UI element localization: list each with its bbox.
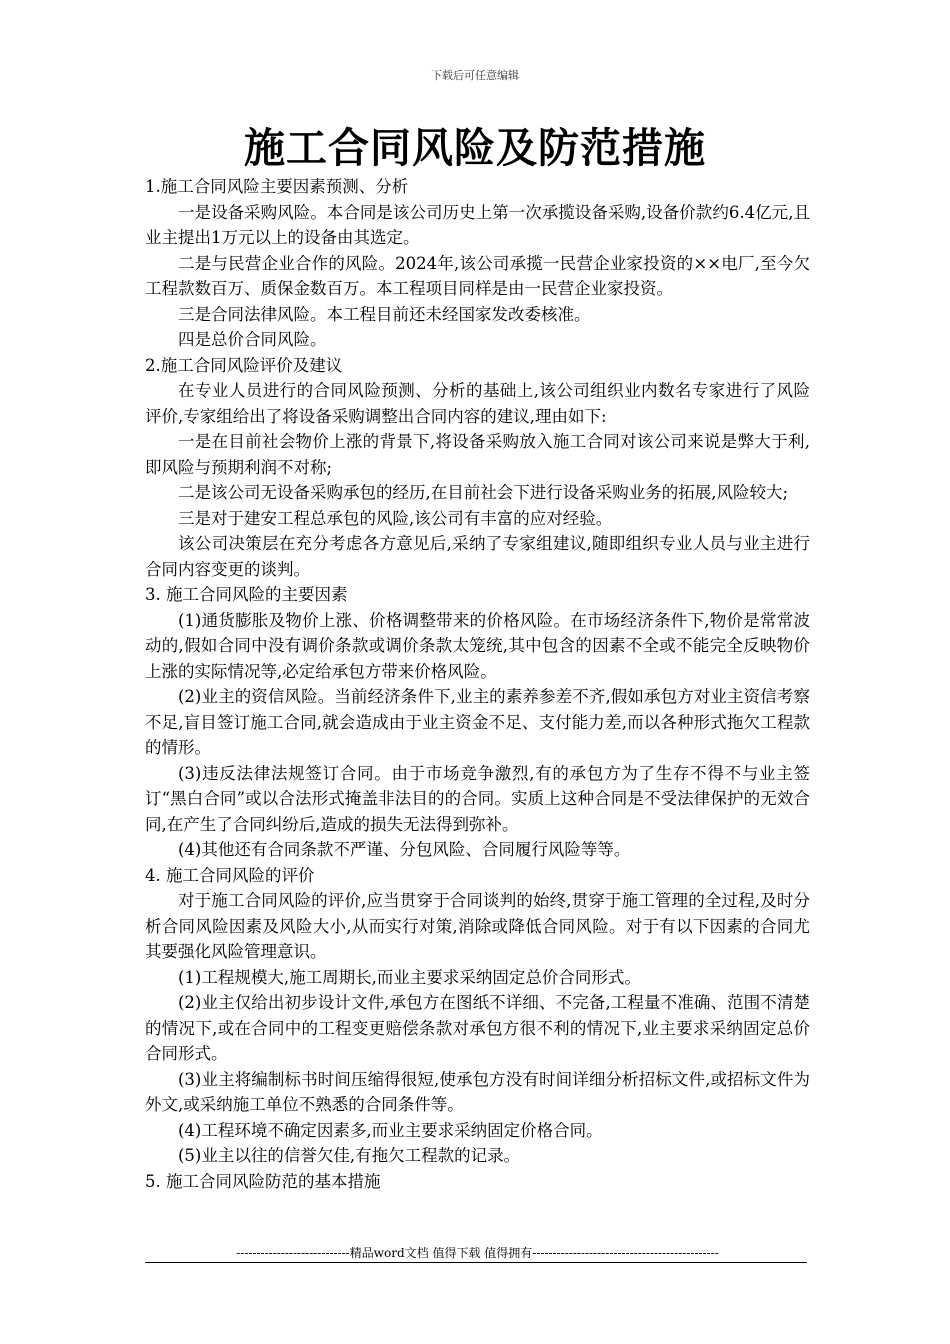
body-paragraph: (3)业主将编制标书时间压缩得很短,使承包方没有时间详细分析招标文件,或招标文件为外文,或采纳施工单位不熟悉的合同条件等。 — [145, 1069, 810, 1114]
document-title: 施工合同风险及防范措施 — [244, 124, 706, 172]
body-paragraph: (5)业主以往的信誉欠佳,有拖欠工程款的记录。 — [178, 1146, 521, 1165]
section-heading: 2.施工合同风险评价及建议 — [145, 355, 343, 375]
body-paragraph: 四是总价合同风险。 — [178, 330, 327, 349]
body-paragraph: (3)违反法律法规签订合同。由于市场竞争激烈,有的承包方为了生存不得不与业主签订“黑白合同”或以合法形式掩盖非法目的的合同。实质上这种合同是不受法律保护的无效合同,在产生了合同纠纷后,造成的损失无法得到弥补。 — [145, 763, 810, 834]
body-paragraph: 一是设备采购风险。本合同是该公司历史上第一次承揽设备采购,设备价款约6.4亿元,且业主提出1万元以上的设备由其选定。 — [145, 202, 810, 247]
body-paragraph: (2)业主仅给出初步设计文件,承包方在图纸不详细、不完备,工程量不准确、范围不清楚的情况下,或在合同中的工程变更赔偿条款对承包方很不利的情况下,业主要求采纳固定总价合同形式。 — [145, 993, 810, 1063]
header-note: 下载后可任意编辑 — [431, 69, 519, 82]
section-heading: 4. 施工合同风险的评价 — [145, 865, 315, 885]
body-paragraph: 三是合同法律风险。本工程目前还未经国家发改委核准。 — [178, 304, 591, 324]
body-paragraph: 在专业人员进行的合同风险预测、分析的基础上,该公司组织业内数名专家进行了风险评价,专家组给出了将设备采购调整出合同内容的建议,理由如下: — [145, 381, 810, 426]
document-body — [145, 174, 810, 1194]
page-footer: ----------------------------精品word文档 值得下载 值得拥有---------------------------------------------- — [236, 1246, 719, 1260]
section-heading: 5. 施工合同风险防范的基本措施 — [145, 1171, 381, 1191]
body-paragraph: (4)其他还有合同条款不严谨、分包风险、合同履行风险等等。 — [178, 840, 631, 859]
body-paragraph: 对于施工合同风险的评价,应当贯穿于合同谈判的始终,贯穿于施工管理的全过程,及时分析合同风险因素及风险大小,从而实行对策,消除或降低合同风险。对于有以下因素的合同尤其要强化风险管理意识。 — [145, 891, 810, 961]
section-heading: 1.施工合同风险主要因素预测、分析 — [145, 177, 409, 196]
body-paragraph: 三是对于建安工程总承包的风险,该公司有丰富的应对经验。 — [178, 508, 613, 528]
body-paragraph: 一是在目前社会物价上涨的背景下,将设备采购放入施工合同对该公司来说是弊大于利,即风险与预期利润不对称; — [145, 432, 810, 477]
body-paragraph: 二是与民营企业合作的风险。2024年,该公司承揽一民营企业家投资的××电厂,至今欠工程款数百万、质保金数百万。本工程项目同样是由一民营企业家投资。 — [145, 253, 810, 298]
body-paragraph: (1)工程规模大,施工周期长,而业主要求采纳固定总价合同形式。 — [178, 967, 641, 987]
body-paragraph: (4)工程环境不确定因素多,而业主要求采纳固定价格合同。 — [178, 1120, 603, 1140]
section-heading: 3. 施工合同风险的主要因素 — [145, 585, 348, 604]
footer-divider — [145, 1262, 807, 1263]
body-paragraph: (1)通货膨胀及物价上涨、价格调整带来的价格风险。在市场经济条件下,物价是常常波动的,假如合同中没有调价条款或调价条款太笼统,其中包含的因素不全或不能完全反映物价上涨的实际情况等,必定给承包方带来价格风险。 — [145, 610, 810, 681]
body-paragraph: 二是该公司无设备采购承包的经历,在目前社会下进行设备采购业务的拓展,风险较大; — [178, 483, 789, 502]
body-paragraph: 该公司决策层在充分考虑各方意见后,采纳了专家组建议,随即组织专业人员与业主进行合同内容变更的谈判。 — [145, 534, 810, 579]
body-paragraph: (2)业主的资信风险。当前经济条件下,业主的素养参差不齐,假如承包方对业主资信考察不足,盲目签订施工合同,就会造成由于业主资金不足、支付能力差,而以各种形式拖欠工程款的情形。 — [145, 687, 810, 757]
